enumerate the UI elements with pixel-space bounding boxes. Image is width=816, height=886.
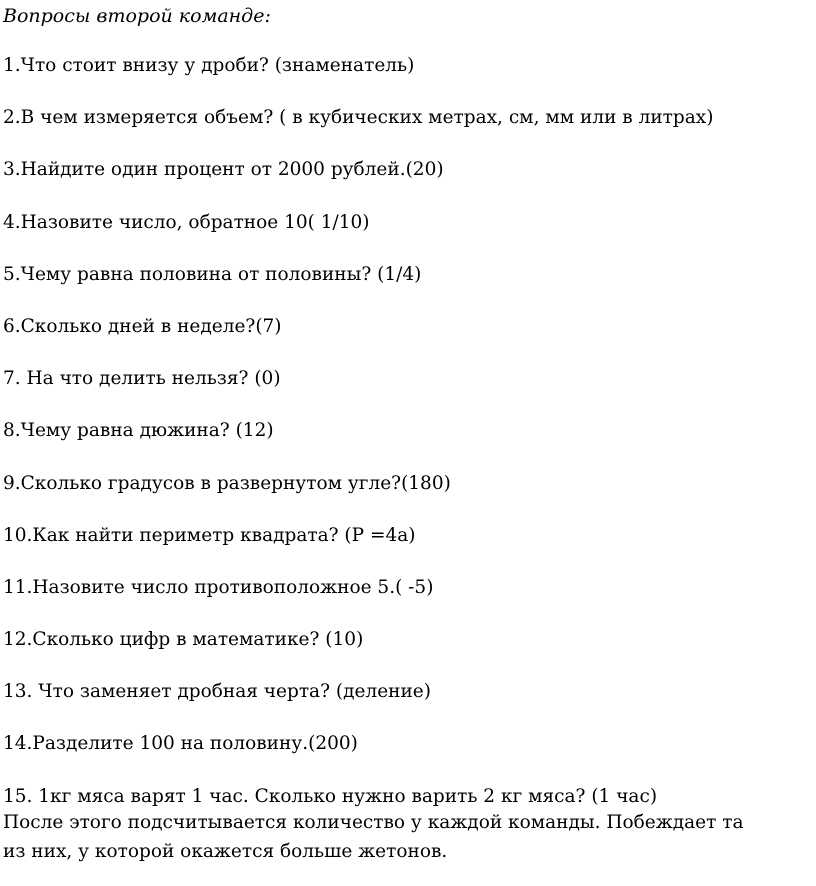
document-title: Вопросы второй команде: xyxy=(3,5,271,27)
question-item-1: 1.Что стоит внизу у дроби? (знаменатель) xyxy=(3,55,415,76)
question-item-14: 14.Разделите 100 на половину.(200) xyxy=(3,733,358,755)
question-list xyxy=(3,52,713,835)
question-item-11: 11.Назовите число противоположное 5.( -5) xyxy=(3,576,434,598)
question-item-9: 9.Сколько градусов в развернутом угле?(180) xyxy=(3,472,451,494)
question-item-10: 10.Как найти периметр квадрата? (Р =4а) xyxy=(3,524,416,546)
closing-paragraph-line-1: После этого подсчитывается количество у каждой команды. Побеждает та xyxy=(3,812,744,833)
closing-paragraph xyxy=(3,808,815,866)
question-item-15: 15. 1кг мяса варят 1 час. Сколько нужно варить 2 кг мяса? (1 час) xyxy=(3,785,658,807)
question-item-4: 4.Назовите число, обратное 10( 1/10) xyxy=(3,211,370,233)
question-item-13: 13. Что заменяет дробная черта? (деление) xyxy=(3,681,431,703)
question-item-5: 5.Чему равна половина от половины? (1/4) xyxy=(3,263,422,285)
question-item-7: 7. На что делить нельзя? (0) xyxy=(3,368,281,390)
question-item-2: 2.В чем измеряется объем? ( в кубических метрах, см, мм или в литрах) xyxy=(3,107,714,129)
question-item-8: 8.Чему равна дюжина? (12) xyxy=(3,420,274,442)
question-item-3: 3.Найдите один процент от 2000 рублей.(20) xyxy=(3,159,444,181)
question-item-6: 6.Сколько дней в неделе?(7) xyxy=(3,315,282,337)
question-item-12: 12.Сколько цифр в математике? (10) xyxy=(3,629,364,651)
closing-paragraph-line-2: из них, у которой окажется больше жетонов. xyxy=(3,841,448,862)
